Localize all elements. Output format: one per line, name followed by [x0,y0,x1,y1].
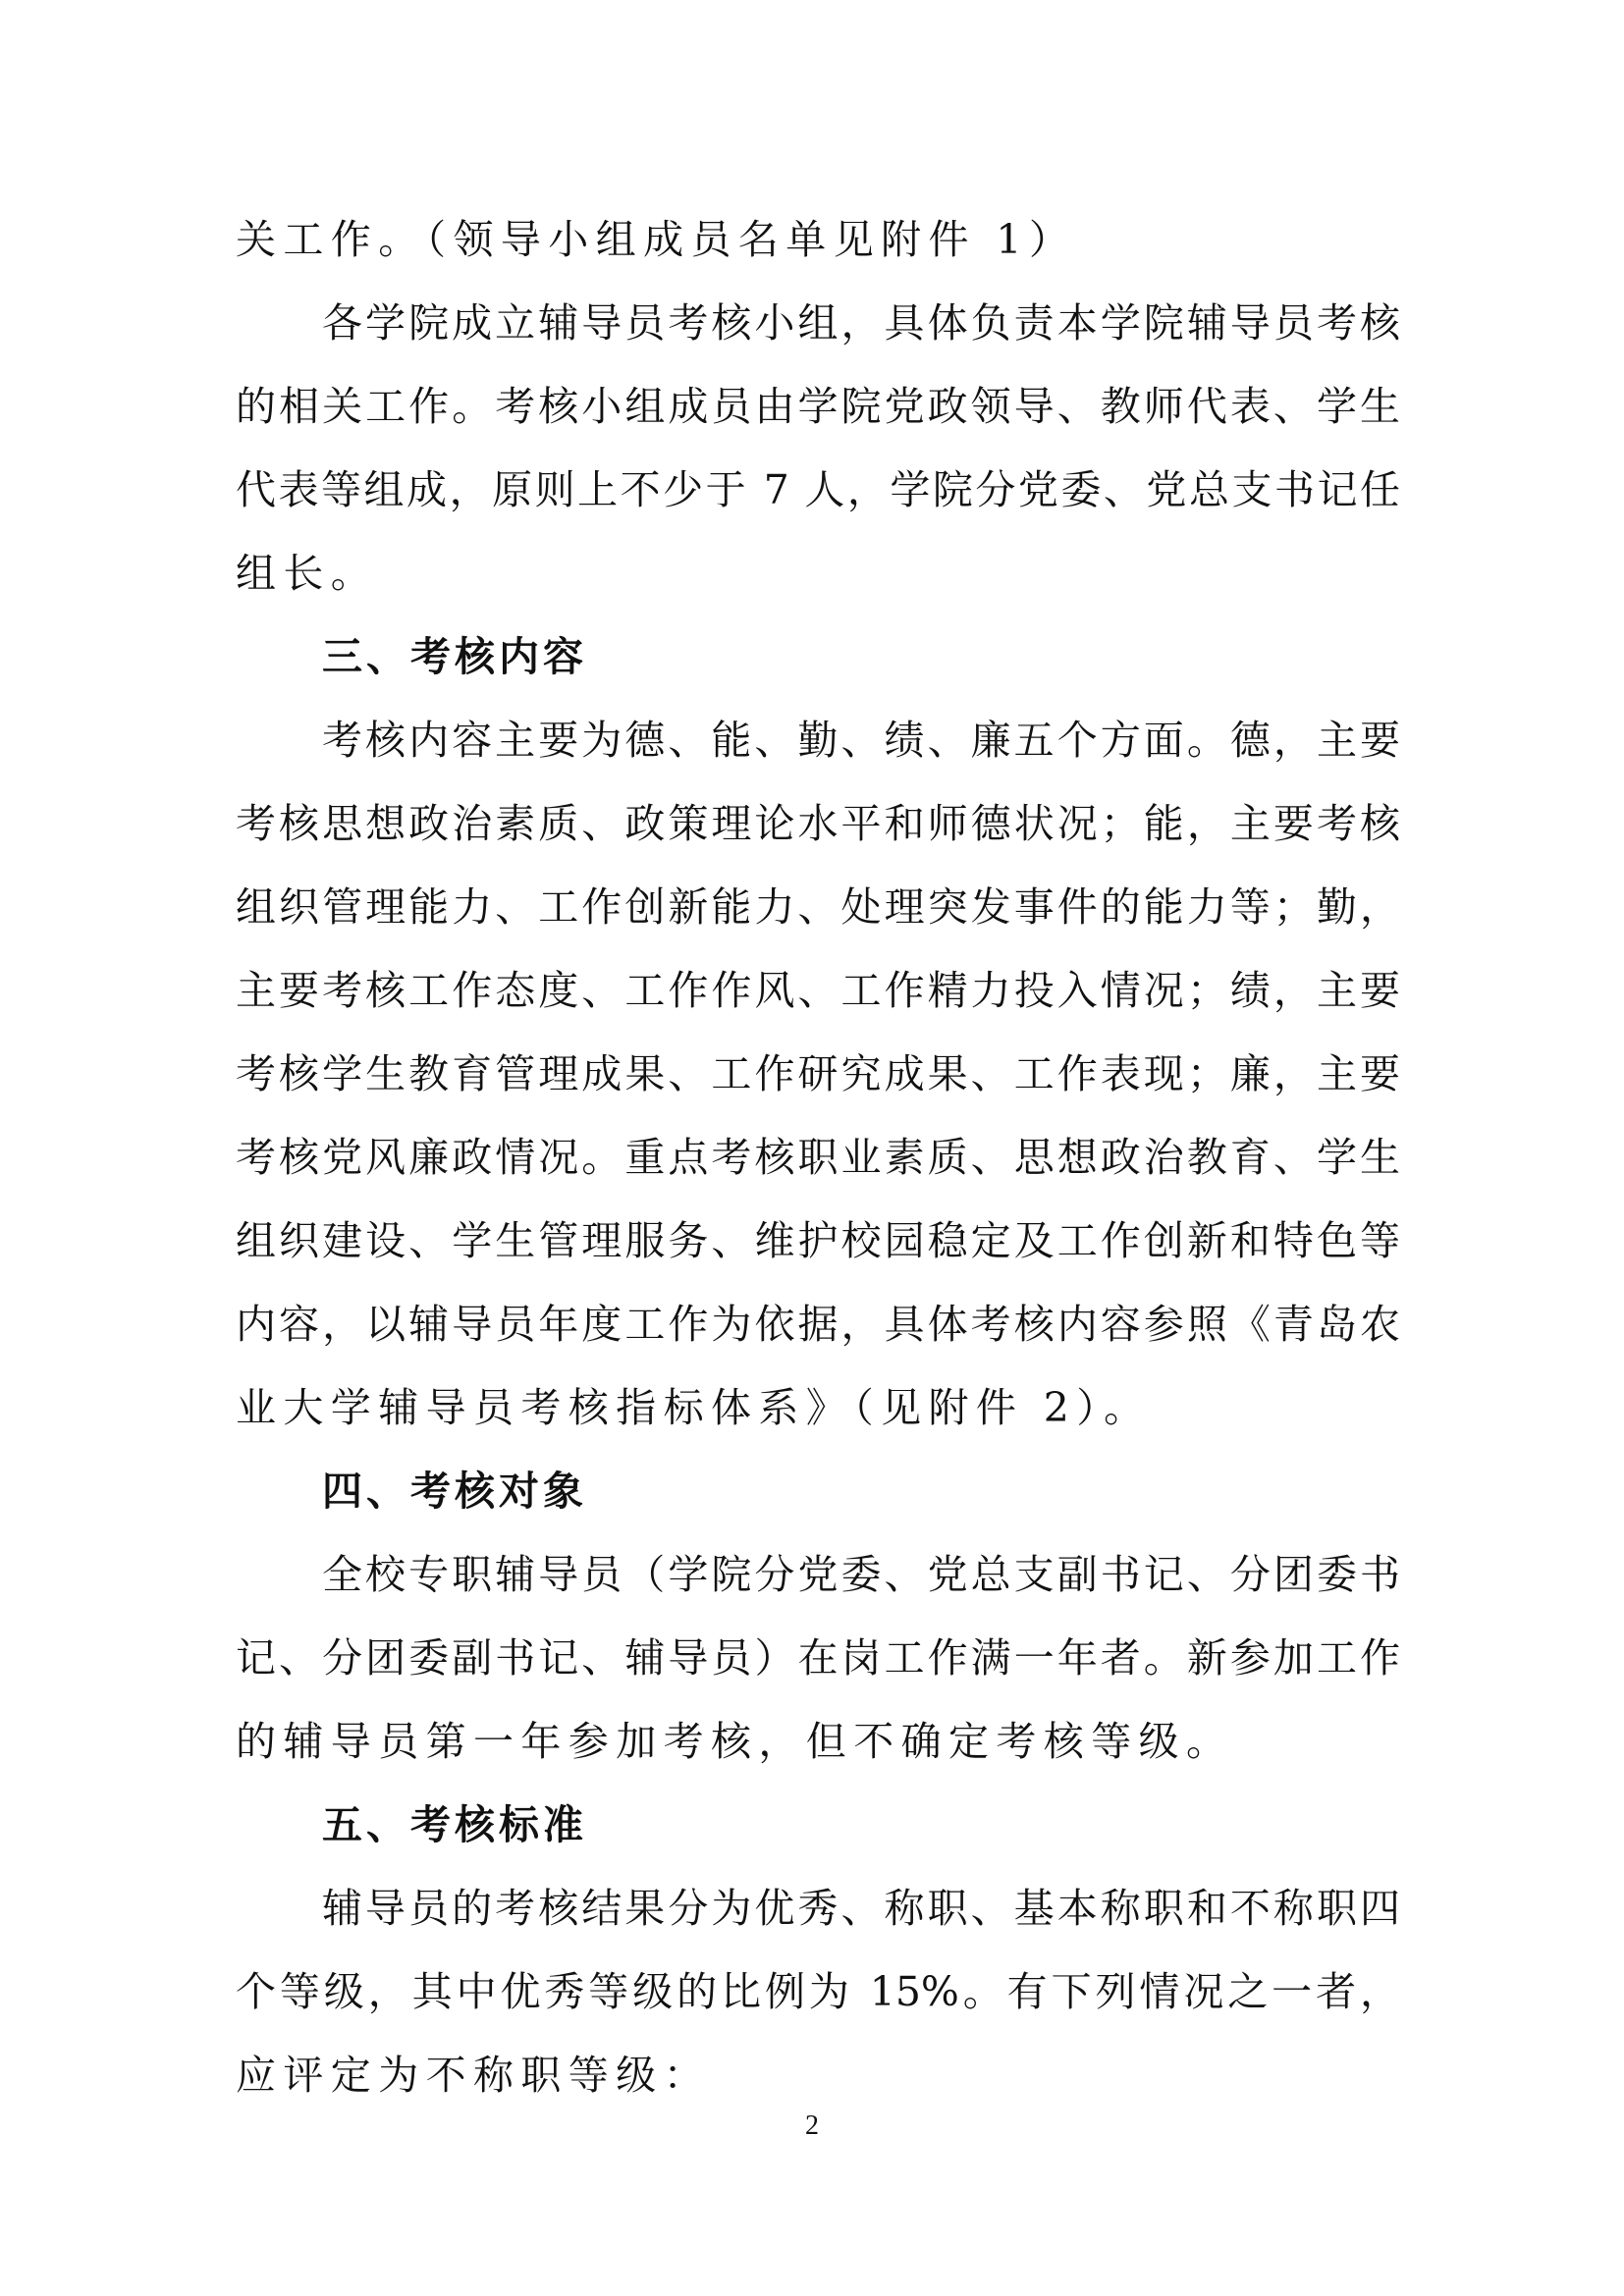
document-body [236,198,1400,2117]
section-heading-content: 三、考核内容 [322,633,587,680]
section-heading-standard: 五、考核标准 [322,1801,587,1848]
body-text-line: 考核学生教育管理成果、工作研究成果、工作表现；廉，主要 [236,1050,1400,1097]
body-text-line: 关工作。（领导小组成员名单见附件 1） [236,216,1077,263]
body-text-line: 内容，以辅导员年度工作为依据，具体考核内容参照《青岛农 [236,1301,1400,1348]
section-heading-target: 四、考核对象 [322,1468,587,1515]
body-text-line: 组织管理能力、工作创新能力、处理突发事件的能力等；勤， [236,883,1400,931]
page-number: 2 [805,2110,819,2141]
paragraph-start-line: 辅导员的考核结果分为优秀、称职、基本称职和不称职四 [322,1885,1400,1932]
body-text-line: 个等级，其中优秀等级的比例为 15%。有下列情况之一者， [236,1968,1400,2015]
body-text-line: 的辅导员第一年参加考核，但不确定考核等级。 [236,1718,1234,1765]
paragraph-start-line: 各学院成立辅导员考核小组，具体负责本学院辅导员考核 [322,299,1400,347]
body-text-line: 业大学辅导员考核指标体系》（见附件 2）。 [236,1384,1152,1431]
body-text-line: 应评定为不称职等级： [236,2052,711,2099]
body-text-line: 考核党风廉政情况。重点考核职业素质、思想政治教育、学生 [236,1134,1400,1181]
body-text-line: 记、分团委副书记、辅导员）在岗工作满一年者。新参加工作 [236,1634,1400,1682]
paragraph-start-line: 考核内容主要为德、能、勤、绩、廉五个方面。德，主要 [322,717,1400,764]
body-text-line: 代表等组成，原则上不少于 7 人，学院分党委、党总支书记任 [236,466,1400,513]
paragraph-start-line: 全校专职辅导员（学院分党委、党总支副书记、分团委书 [322,1551,1400,1598]
body-text-line: 组织建设、学生管理服务、维护校园稳定及工作创新和特色等 [236,1217,1400,1264]
body-text-line: 的相关工作。考核小组成员由学院党政领导、教师代表、学生 [236,383,1400,430]
body-text-line: 主要考核工作态度、工作作风、工作精力投入情况；绩，主要 [236,967,1400,1014]
body-text-line: 考核思想政治素质、政策理论水平和师德状况；能，主要考核 [236,800,1400,847]
body-text-line: 组长。 [236,550,379,597]
